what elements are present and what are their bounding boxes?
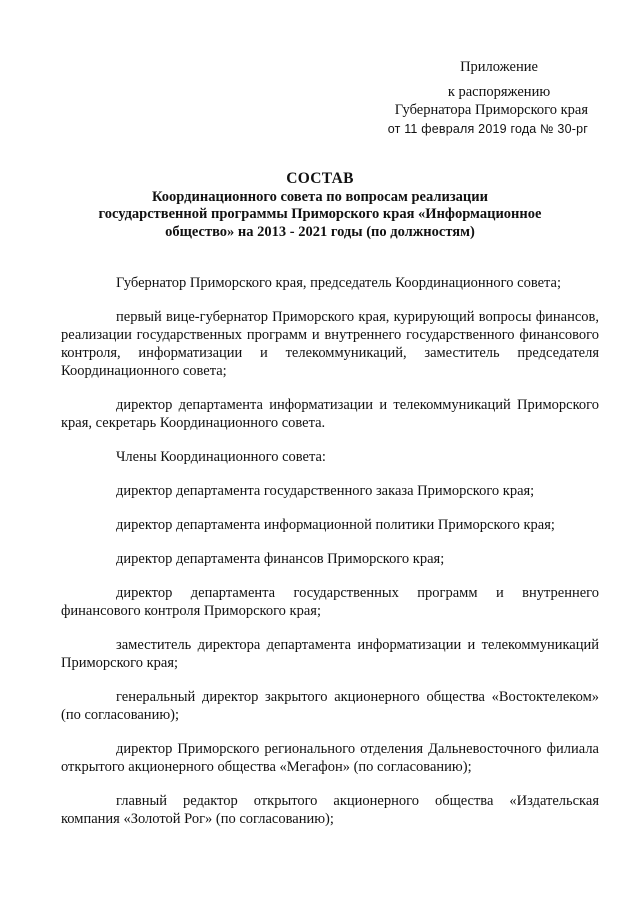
appendix-block (348, 58, 588, 138)
paragraph-member: директор департамента государственного заказа Приморского края; (116, 483, 535, 499)
heading-title: СОСТАВ (286, 170, 354, 187)
paragraph-secretary: директор департамента информатизации и телекоммуникаций Приморского края, секретарь Координационного совета. (61, 397, 599, 431)
paragraph-member: заместитель директора департамента информатизации и телекоммуникаций Приморского края; (61, 637, 599, 671)
appendix-title: Приложение (460, 59, 538, 75)
paragraph-chairman: Губернатор Приморского края, председатель Координационного совета; (116, 275, 561, 291)
heading-line-2: государственной программы Приморского края «Информационное (98, 206, 542, 222)
paragraph-members-heading: Члены Координационного совета: (116, 449, 326, 465)
paragraph-member: директор Приморского регионального отделения Дальневосточного филиала открытого акционерного общества «Мегафон» (по согласованию); (61, 741, 599, 775)
paragraph-member: главный редактор открытого акционерного общества «Издательская компания «Золотой Рог» (по согласованию); (61, 793, 599, 827)
document-body (61, 274, 599, 844)
appendix-line-1: к распоряжению (447, 84, 551, 100)
heading-line-1: Координационного совета по вопросам реализации (152, 188, 488, 205)
document-heading (60, 170, 580, 241)
paragraph-member: директор департамента государственных программ и внутреннего финансового контроля Приморского края; (61, 585, 599, 619)
paragraph-member: директор департамента информационной политики Приморского края; (116, 517, 555, 533)
paragraph-member: директор департамента финансов Приморского края; (116, 551, 445, 567)
appendix-number: от 11 февраля 2019 года № 30-рг (387, 122, 588, 136)
paragraph-member: генеральный директор закрытого акционерного общества «Востоктелеком» (по согласованию); (61, 689, 599, 723)
heading-line-3: общество» на 2013 - 2021 годы (по должностям) (165, 223, 475, 240)
appendix-line-2: Губернатора Приморского края (394, 102, 588, 118)
paragraph-deputy-chairman: первый вице-губернатор Приморского края, курирующий вопросы финансов, реализации государственных программ и внутреннего государственного финансового контроля, информатизации и телекоммуникаций, заместитель председателя Координационного совета; (61, 309, 599, 379)
